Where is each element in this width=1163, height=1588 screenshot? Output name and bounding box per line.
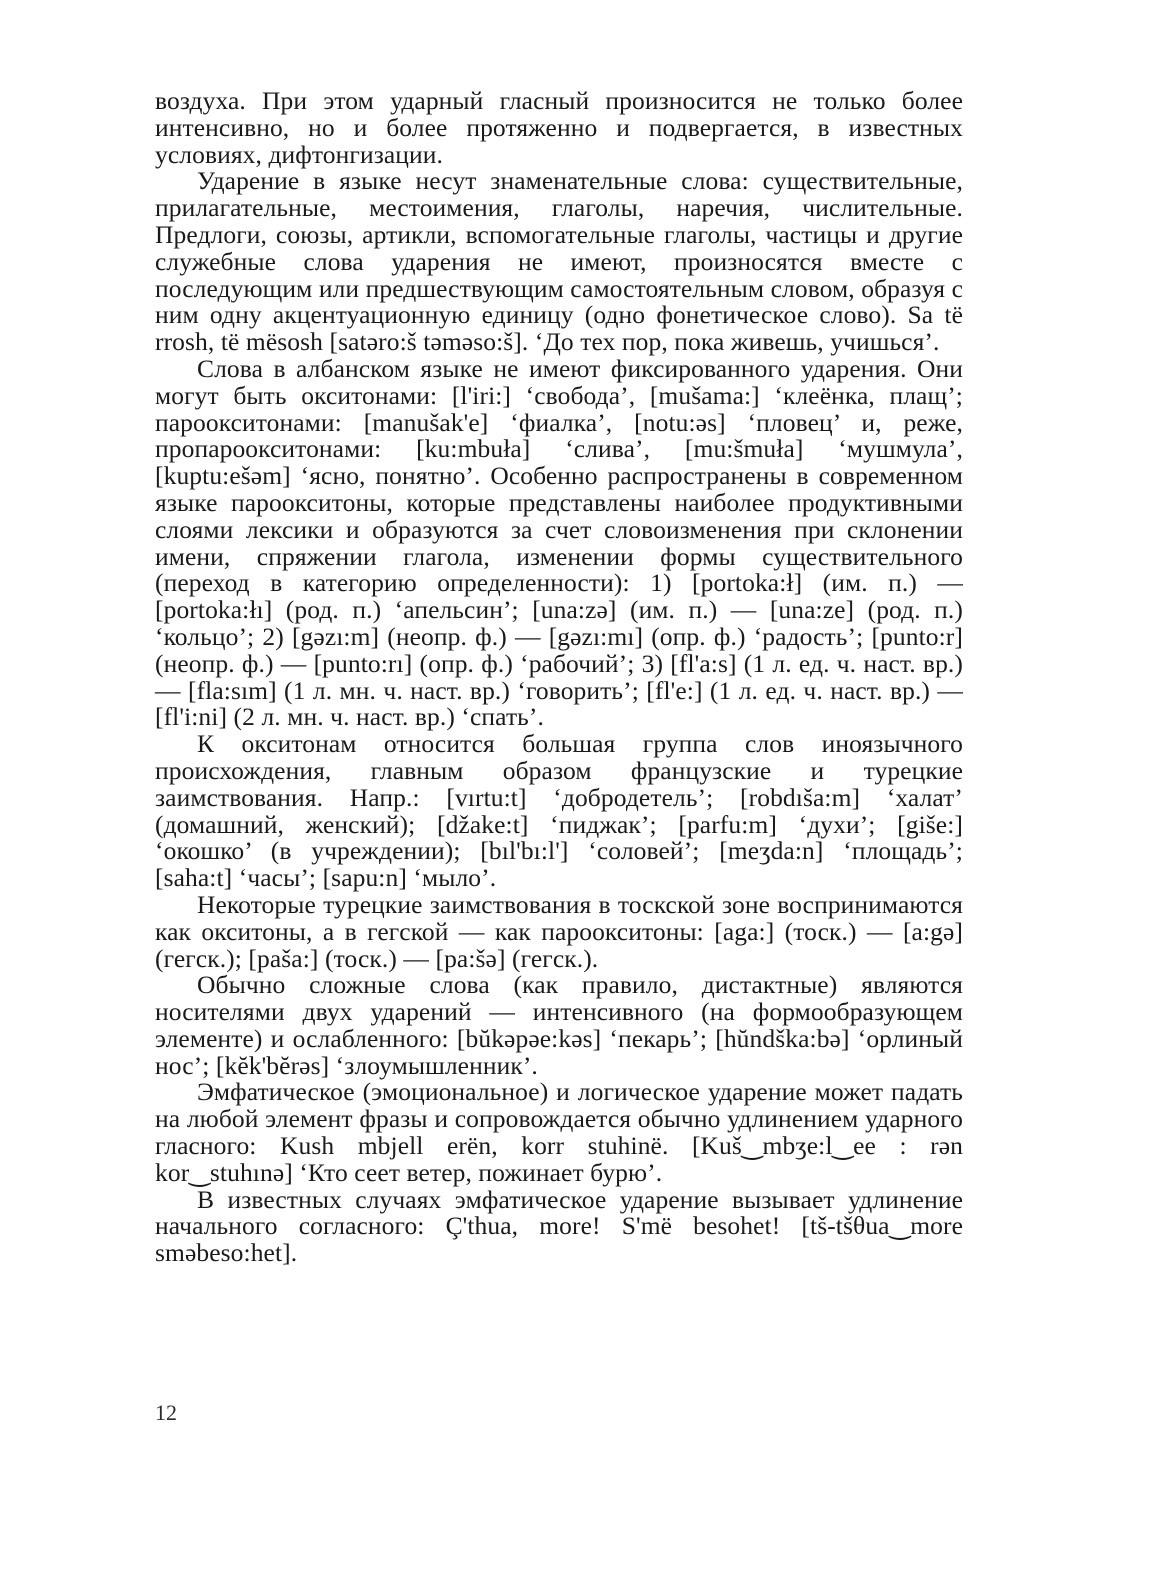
paragraph-7: Эмфатическое (эмоциональное) и логическое ударение может падать на любой элемент фразы и сопровождается обычно удлинением ударного гласного: Kush mbjell erën, korr stuhinë. [Kuš‿mbʒe:l‿ee : rən kor‿stuhınə] ‘Кто сеет ветер, пожинает бурю’. — [155, 1077, 963, 1187]
page-number: 12 — [155, 1400, 177, 1425]
page-body — [155, 88, 963, 1267]
paragraph-1: воздуха. При этом ударный гласный произносится не только более интенсивно, но и более протяженно и подвергается, в известных условиях, дифтонгизации. — [155, 86, 963, 169]
paragraph-4: К окситонам относится большая группа слов иноязычного происхождения, главным образом французские и турецкие заимствования. Напр.: [vırtu:t] ‘добродетель’; [robdıša:m] ‘халат’ (домашний, женский); [džake:t] ‘пиджак’; [parfu:m] ‘духи’; [giše:] ‘окошко’ (в учреждении); [bıl'bı:l'] ‘соловей’; [meʒda:n] ‘площадь’; [saha:t] ‘часы’; [sapu:n] ‘мыло’. — [155, 729, 963, 893]
paragraph-3: Слова в албанском языке не имеют фиксированного ударения. Они могут быть окситонами: [l'iri:] ‘свобода’, [mušama:] ‘клеёнка, плащ’; пароокситонами: [manušak'e] ‘фиалка’, [notu:əs] ‘пловец’ и, реже, пропароокситонами: [ku:mbuła] ‘слива’, [mu:šmuła] ‘мушмула’, [kuptu:ešəm] ‘ясно, понятно’. Особенно распространены в современном языке пароокситоны, которые представлены наиболее продуктивными слоями лексики и образуются за счет словоизменения при склонении имени, спряжении глагола, изменении формы существительного (переход в категорию определенности): 1) [portoka:ł] (им. п.) — [portoka:łı] (род. п.) ‘апельсин’; [una:zə] (им. п.) — [una:ze] (род. п.) ‘кольцо’; 2) [gəzı:m] (неопр. ф.) — [gəzı:mı] (опр. ф.) ‘радость’; [punto:r] (неопр. ф.) — [punto:rı] (опр. ф.) ‘рабочий’; 3) [fl'a:s] (1 л. ед. ч. наст. вр.) — [fla:sım] (1 л. мн. ч. наст. вр.) ‘говорить’; [fl'e:] (1 л. ед. ч. наст. вр.) — [fl'i:ni] (2 л. мн. ч. наст. вр.) ‘спать’. — [155, 353, 963, 732]
paragraph-5: Некоторые турецкие заимствования в тоскской зоне воспринимаются как окситоны, а в гегской — как пароокситоны: [aga:] (тоск.) — [a:gə] (гегск.); [paša:] (тоск.) — [pa:šə] (гегск.). — [155, 889, 963, 973]
paragraph-6: Обычно сложные слова (как правило, дистактные) являются носителями двух ударений — интенсивного (на формообразующем элементе) и ослабленного: [bŭkəpəe:kəs] ‘пекарь’; [hŭndška:bə] ‘орлиный нос’; [kĕk'bĕrəs] ‘злоумышленник’. — [155, 970, 963, 1080]
paragraph-8: В известных случаях эмфатическое ударение вызывает удлинение начального согласного: Ç'thua, more! S'më besohet! [tš-tšθua‿more sməbeso:het]. — [155, 1184, 963, 1268]
paragraph-2: Ударение в языке несут знаменательные слова: существительные, прилагательные, местоимения, глаголы, наречия, числительные. Предлоги, союзы, артикли, вспомогательные глаголы, частицы и другие служебные слова ударения не имеют, произносятся вместе с последующим или предшествующим самостоятельным словом, образуя с ним одну акцентуационную единицу (одно фонетическое слово). Sa të rrosh, të mësosh [satəro:š təməso:š]. ‘До тех пор, пока живешь, учишься’. — [155, 166, 963, 357]
